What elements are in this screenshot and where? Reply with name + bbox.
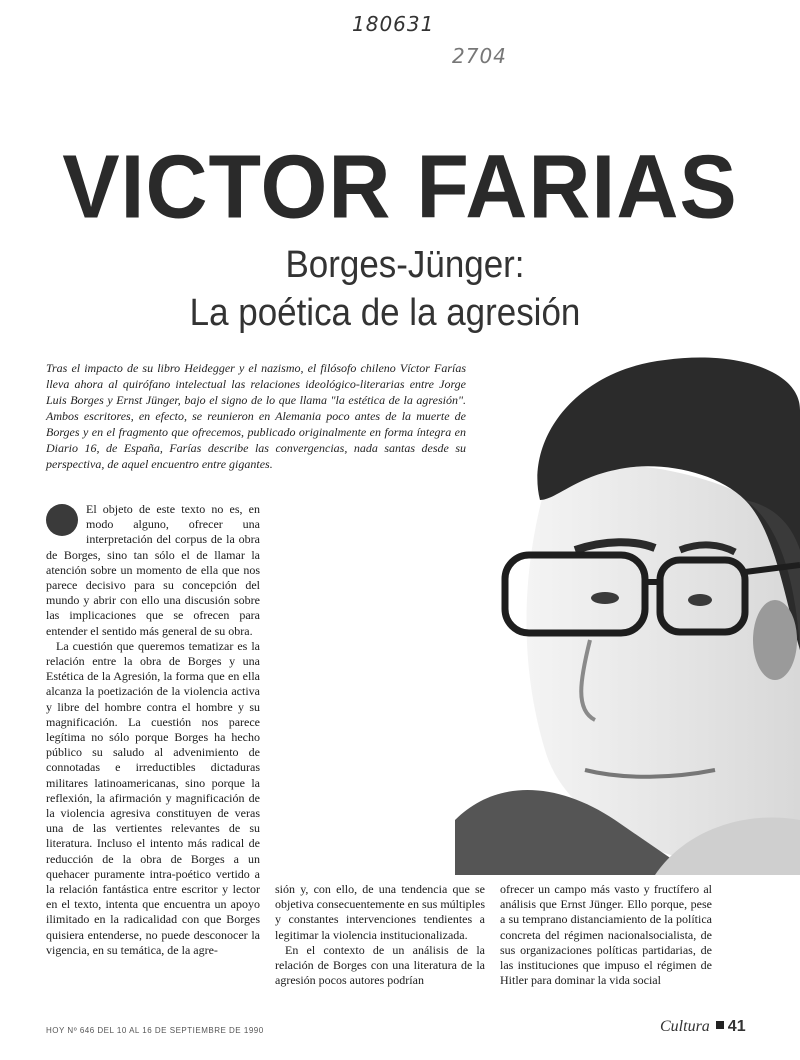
paragraph (46, 502, 260, 639)
subtitle-line-2: La poética de la agresión (189, 292, 581, 334)
square-bullet-icon (716, 1021, 724, 1029)
paragraph: sión y, con ello, de una tendencia que se objetiva consecuentemente en sus múltiples y constantes intervenciones tendientes a legitimar la violencia institucionalizada. (275, 882, 485, 942)
page-number: 41 (727, 1018, 746, 1035)
page-footer (660, 1018, 746, 1036)
dropcap-ornament (46, 504, 78, 536)
body-column-1 (46, 502, 260, 958)
subtitle-line-1: Borges-Jünger: (285, 244, 525, 286)
issue-line: HOY Nº 646 DEL 10 AL 16 DE SEPTIEMBRE DE 1990 (46, 1026, 264, 1035)
body-column-2 (275, 882, 485, 988)
paragraph: ofrecer un campo más vasto y fructífero al análisis que Ernst Jünger. Ello porque, pese a su temprano distanciamiento de la política concreta del régimen nacionalsocialista, de sus organizaciones políticas partidarias, de las instituciones que impuso el régimen de Hitler para dominar la vida social (500, 882, 712, 988)
paragraph: En el contexto de un análisis de la relación de Borges con una literatura de la agresión pocos autores podrían (275, 942, 485, 988)
paragraph-text: El objeto de este texto no es, en modo alguno, ofrecer una interpretación del corpus de la obra de Borges, sino tan sólo el de llamar la atención sobre un momento de ella que nos parece decisivo para su concepción del mundo y abrir con ello una discusión sobre las implicaciones que se ofrecen para entender el sentido más general de su obra. (46, 502, 260, 638)
paragraph: La cuestión que queremos tematizar es la relación entre la obra de Borges y una Estética de la Agresión, la forma que en ella alcanza la poetización de la violencia activa y libre del hombre contra el hombre y su magnificación. La cuestión nos parece legítima no sólo porque Borges ha hecho público su saludo al advenimiento de connotadas e irreductibles dictaduras militares latinoamericanas, sino porque la reflexión, la afirmación y magnificación de la violencia agresiva constituyen de veras una de las vertientes relevantes de su literatura. Incluso el intento más radical de reducción de la obra de Borges a un quehacer puramente intra-poético vertido a la relación fantástica entre escritor y lector en el texto, intenta que encuentra un apoyo ilimitado en la radicalidad con que Borges quisiera entenderse, no puede desconocer la vigencia, en su temática, de la agre- (46, 638, 260, 957)
handwritten-note: 2704 (452, 44, 507, 68)
body-column-3 (500, 882, 712, 988)
article-lead: Tras el impacto de su libro Heidegger y el nazismo, el filósofo chileno Víctor Farías lleva ahora al quirófano intelectual las relaciones ideológico-literarias entre Jorge Luis Borges y Ernst Jünger, bajo el signo de lo que llama "la estética de la agresión". Ambos escritores, en efecto, se reunieron en Alemania poco antes de la muerte de Borges y en el fragmento que ofrecemos, publicado originalmente en forma íntegra en Diario 16, de España, Farías describe las convergencias, nada santas desde su perspectiva, de aquel encuentro entre gigantes. (46, 361, 466, 471)
handwritten-reference-number: 180631 (352, 12, 435, 36)
portrait-photo (455, 350, 800, 875)
section-name: Cultura (660, 1018, 710, 1035)
article-title: VICTOR FARIAS (62, 136, 738, 238)
